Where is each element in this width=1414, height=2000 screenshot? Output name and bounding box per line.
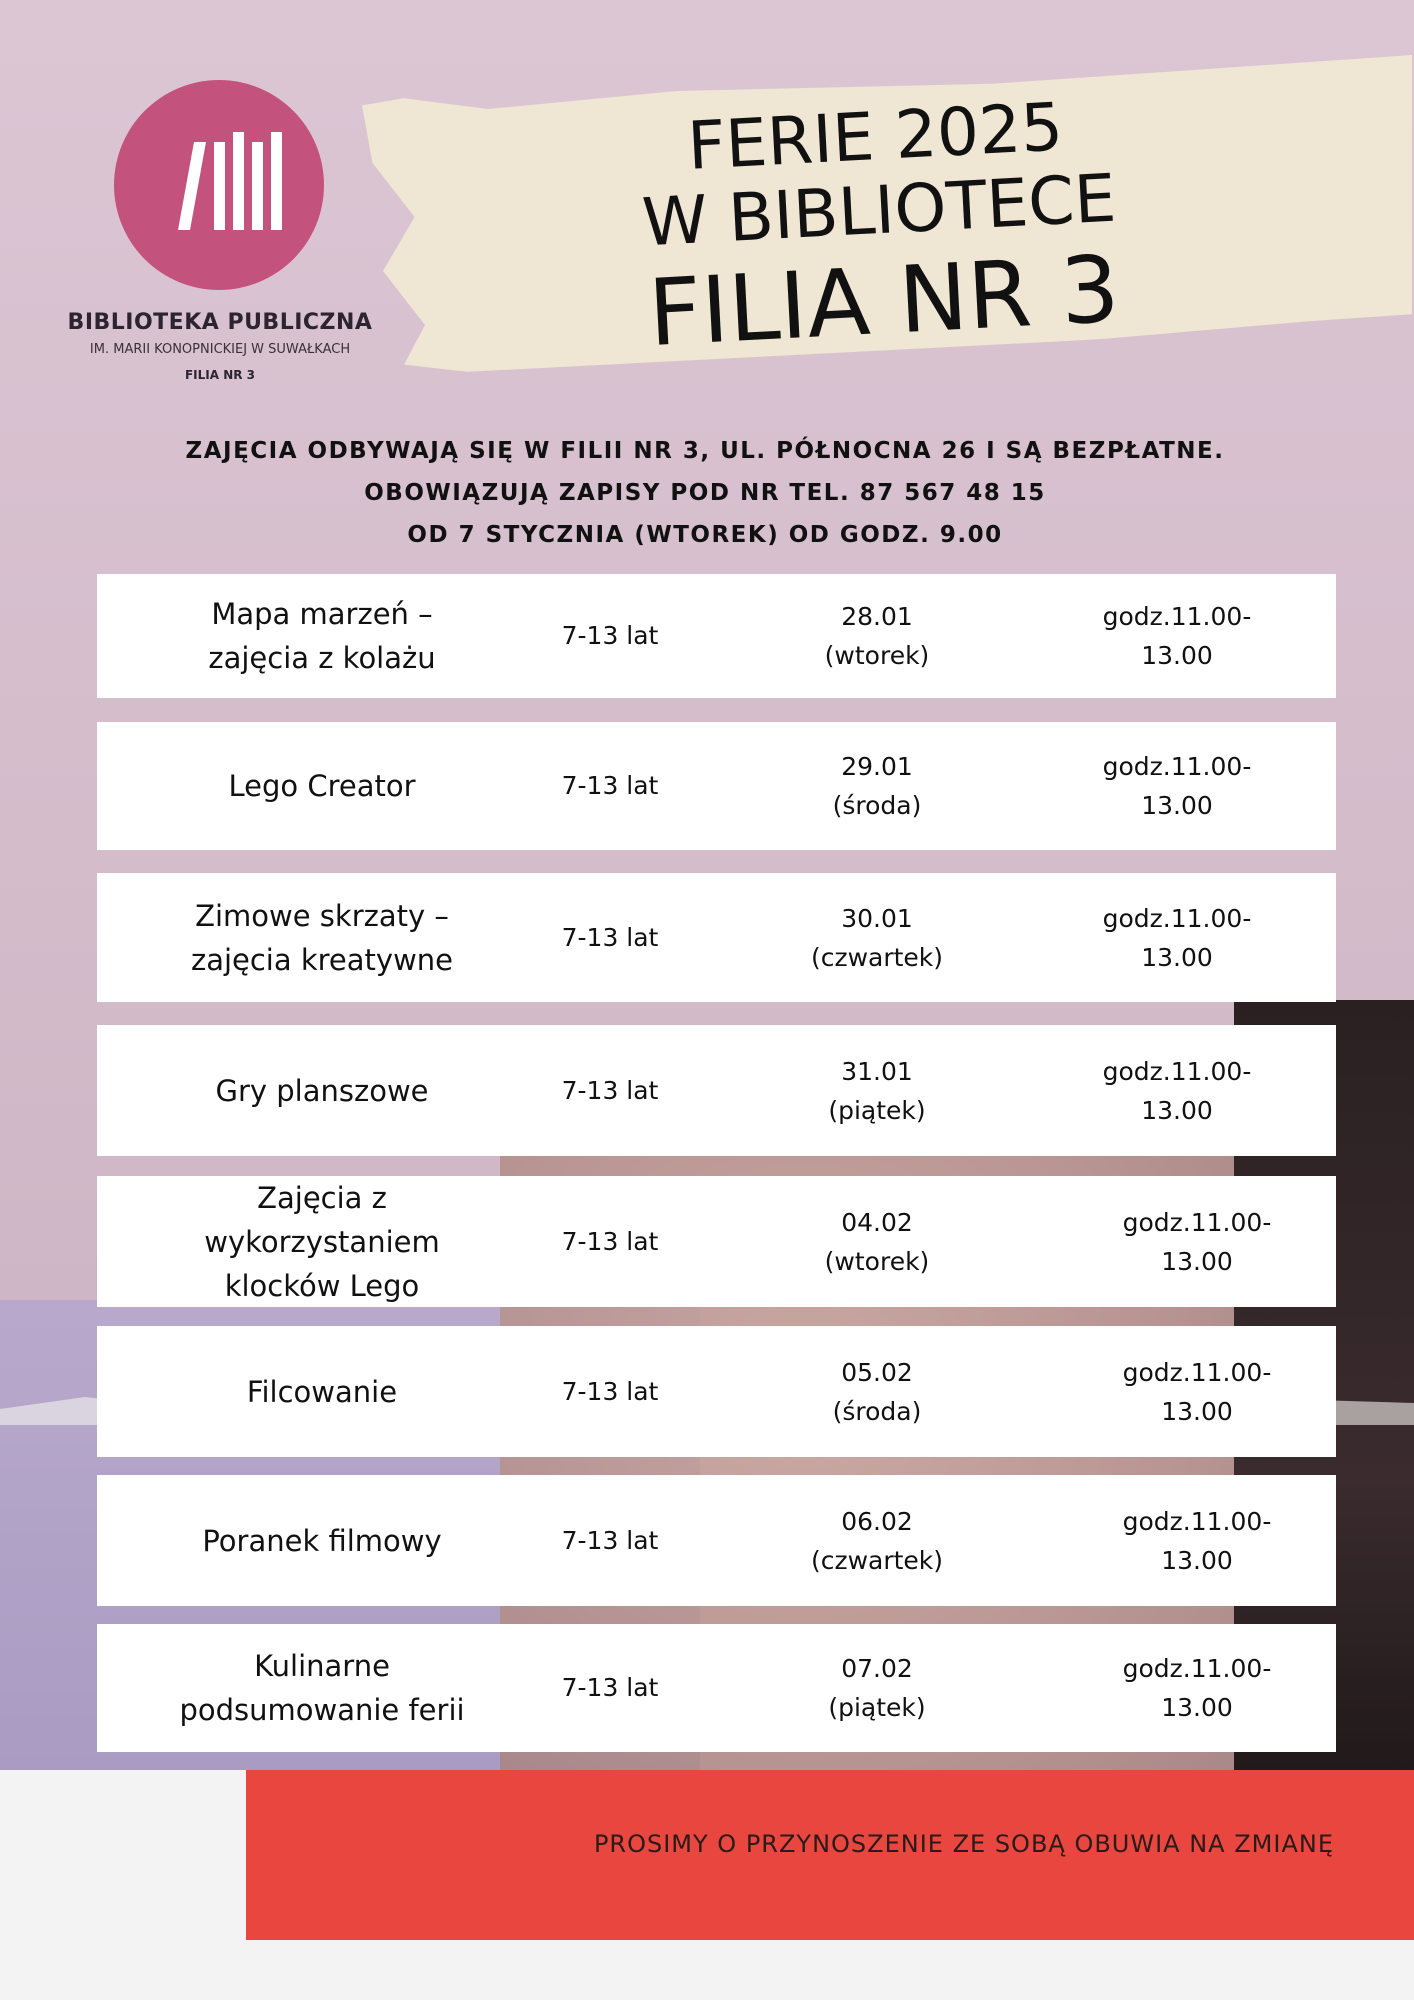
event-name [157,1069,487,1113]
event-time-end: 13.00 [1141,1095,1213,1125]
event-date [777,1649,977,1727]
event-time-start: godz.11.00- [1122,1207,1272,1237]
event-name-line: Kulinarne [254,1649,390,1683]
event-time-start: godz.11.00- [1102,903,1252,933]
event-age: 7-13 lat [561,621,659,650]
event-name-line: wykorzystaniem [204,1224,440,1259]
event-weekday: (wtorek) [824,641,930,670]
event-name [157,1370,487,1414]
event-date [777,1203,977,1281]
table-row [97,722,1336,850]
event-time-end: 13.00 [1161,1693,1233,1722]
event-time-start: godz.11.00- [1102,752,1252,781]
event-age: 7-13 lat [561,771,659,800]
event-age: 7-13 lat [561,922,659,952]
event-name [157,1644,487,1732]
info-line: OBOWIĄZUJĄ ZAPISY POD NR TEL. 87 567 48 15 [364,480,1046,506]
event-age: 7-13 lat [561,1376,659,1406]
event-date-value: 05.02 [841,1357,913,1387]
event-weekday: (piątek) [828,1693,926,1722]
event-name-line: Poranek filmowy [202,1523,442,1558]
event-time-start: godz.11.00- [1122,1357,1272,1387]
event-age: 7-13 lat [561,1673,659,1702]
event-date [777,747,977,825]
event-time-end: 13.00 [1161,1246,1233,1276]
event-date-value: 29.01 [841,752,913,781]
title-line-3: FILIA NR 3 [645,235,1122,368]
event-time [1077,747,1277,825]
event-date [777,899,977,977]
table-row [97,1326,1336,1457]
info-line: OD 7 STYCZNIA (WTOREK) OD GODZ. 9.00 [407,522,1003,548]
title-line-1: FERIE 2025 [685,88,1065,185]
event-time-start: godz.11.00- [1102,1056,1252,1086]
event-weekday: (wtorek) [824,1246,930,1276]
event-name [157,894,487,982]
table-row [97,1624,1336,1752]
event-date [777,1502,977,1580]
logo-name: BIBLIOTEKA PUBLICZNA [67,310,373,335]
footer-note: PROSIMY O PRZYNOSZENIE ZE SOBĄ OBUWIA NA ZMIANĘ [593,1830,1334,1858]
event-name-line: Filcowanie [246,1374,398,1409]
event-date-value: 04.02 [841,1207,913,1237]
event-name [157,764,487,808]
event-weekday: (czwartek) [810,942,944,972]
event-date [777,1052,977,1130]
event-name-line: zajęcia z kolażu [208,641,436,675]
event-name [157,1519,487,1563]
event-name-line: zajęcia kreatywne [190,942,454,977]
event-name-line: Lego Creator [228,769,416,803]
event-time [1077,597,1277,675]
event-date [777,1353,977,1431]
event-date-value: 06.02 [841,1506,913,1536]
logo-branch: FILIA NR 3 [184,368,256,382]
event-name-line: Zimowe skrzaty – [195,898,449,933]
event-time [1097,1203,1297,1281]
library-logo [114,80,324,290]
event-name-line: podsumowanie ferii [179,1693,465,1727]
event-time [1077,899,1277,977]
event-date-value: 30.01 [841,903,913,933]
event-time-start: godz.11.00- [1122,1506,1272,1536]
event-time-end: 13.00 [1141,641,1213,670]
event-time [1097,1649,1297,1727]
table-row [97,1025,1336,1156]
logo-subname: IM. MARII KONOPNICKIEJ W SUWAŁKACH [89,342,351,357]
table-row [97,1475,1336,1606]
event-time-end: 13.00 [1161,1545,1233,1575]
table-row [97,873,1336,1002]
event-date [777,597,977,675]
info-line: ZAJĘCIA ODBYWAJĄ SIĘ W FILII NR 3, UL. PÓŁNOCNA 26 I SĄ BEZPŁATNE. [185,438,1225,464]
event-weekday: (środa) [832,1396,922,1426]
event-time-end: 13.00 [1141,791,1213,820]
event-name-line: Mapa marzeń – [211,597,433,631]
event-name [157,1176,487,1308]
event-date-value: 07.02 [841,1654,913,1683]
event-weekday: (piątek) [828,1095,926,1125]
table-row [97,1176,1336,1307]
library-logo-icon [114,80,324,290]
event-age: 7-13 lat [561,1075,659,1105]
page-title [594,86,1167,371]
event-time-end: 13.00 [1141,942,1213,972]
event-name-line: Zajęcia z [257,1180,387,1215]
event-date-value: 31.01 [841,1056,913,1086]
event-date-value: 28.01 [841,602,913,631]
event-time [1097,1502,1297,1580]
title-line-2: W BIBLIOTECE [640,159,1118,262]
event-time-start: godz.11.00- [1122,1654,1272,1683]
table-row [97,574,1336,698]
event-age: 7-13 lat [561,1525,659,1555]
event-name [157,592,487,680]
event-name-line: Gry planszowe [215,1073,429,1108]
event-weekday: (środa) [832,791,922,820]
info-block [100,430,1310,556]
event-age: 7-13 lat [561,1226,659,1256]
event-time [1097,1353,1297,1431]
event-weekday: (czwartek) [810,1545,944,1575]
event-time [1077,1052,1277,1130]
event-time-start: godz.11.00- [1102,602,1252,631]
event-name-line: klocków Lego [224,1268,420,1303]
event-time-end: 13.00 [1161,1396,1233,1426]
